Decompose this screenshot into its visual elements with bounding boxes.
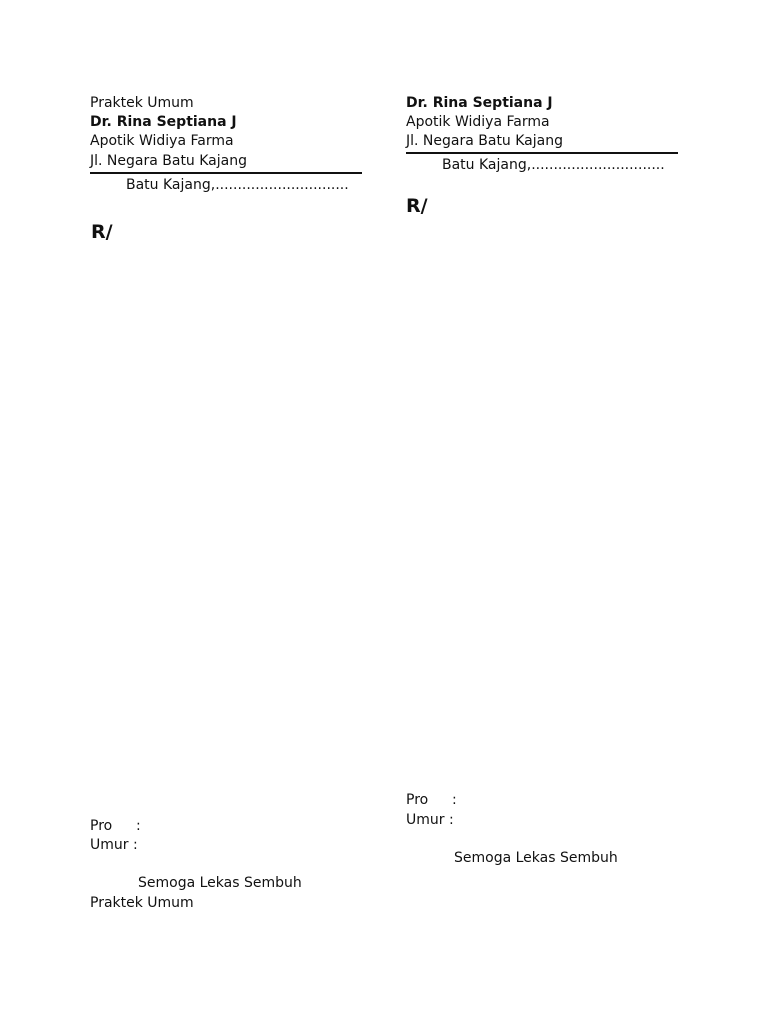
left-wish: Semoga Lekas Sembuh [138, 875, 302, 891]
right-doctor-name: Dr. Rina Septiana J [406, 95, 553, 111]
left-doctor-name: Dr. Rina Septiana J [90, 114, 237, 130]
right-header-divider [406, 152, 678, 154]
left-patient-row [90, 817, 141, 835]
left-footer-practice: Praktek Umum [90, 895, 194, 911]
left-header-practice: Praktek Umum [90, 95, 194, 111]
left-date-line: Batu Kajang,.............................. [126, 177, 349, 193]
right-date-line: Batu Kajang,.............................. [442, 157, 665, 173]
left-pharmacy-name: Apotik Widiya Farma [90, 133, 234, 149]
right-patient-label: Pro [406, 792, 429, 808]
left-patient-label: Pro [90, 818, 113, 834]
right-age-label: Umur : [406, 812, 454, 828]
right-address: Jl. Negara Batu Kajang [406, 133, 563, 149]
right-rx-symbol: R/ [406, 195, 428, 217]
left-address: Jl. Negara Batu Kajang [90, 153, 247, 169]
right-patient-colon: : [452, 792, 457, 808]
left-rx-symbol: R/ [91, 221, 113, 243]
left-age-label: Umur : [90, 837, 138, 853]
right-wish: Semoga Lekas Sembuh [454, 850, 618, 866]
right-patient-row [406, 791, 457, 809]
left-header-divider [90, 172, 362, 174]
right-pharmacy-name: Apotik Widiya Farma [406, 114, 550, 130]
left-patient-colon: : [136, 818, 141, 834]
